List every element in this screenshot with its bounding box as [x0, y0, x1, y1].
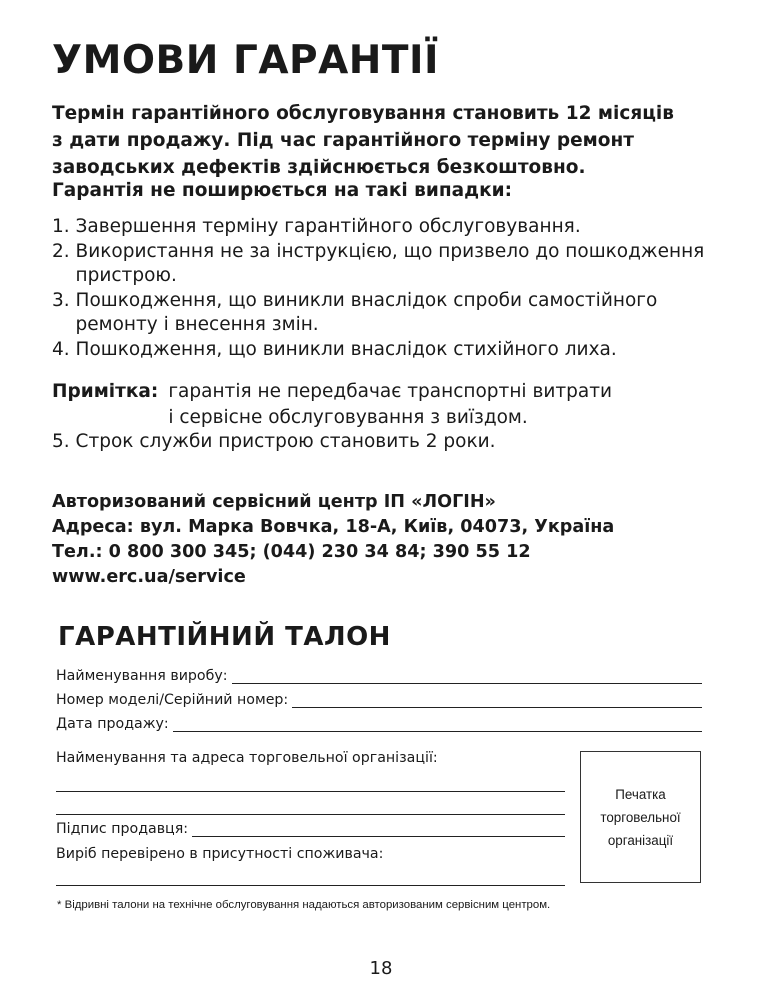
seller-signature-field[interactable] [56, 821, 565, 837]
service-center-name: Авторизований сервісний центр ІП «ЛОГІН» [52, 492, 496, 512]
warranty-title: УМОВИ ГАРАНТІЇ [52, 38, 440, 83]
product-name-line[interactable] [232, 671, 702, 684]
service-center-phones: Тел.: 0 800 300 345; (044) 230 34 84; 390 55 12 [52, 542, 531, 562]
exclusion-list [52, 215, 712, 362]
sale-date-label: Дата продажу: [56, 716, 169, 732]
exclusion-item: 3. Пошкодження, що виникли внаслідок спроби самостійного ремонту і внесення змін. [52, 289, 658, 335]
note [52, 379, 612, 431]
checked-label: Виріб перевірено в присутності споживача: [56, 846, 384, 862]
store-label: Найменування та адреса торговельної організації: [56, 750, 438, 766]
service-life: 5. Строк служби пристрою становить 2 роки. [52, 431, 496, 452]
exclusion-item: 4. Пошкодження, що виникли внаслідок стихійного лиха. [52, 338, 617, 360]
store-line[interactable] [56, 791, 565, 792]
service-center-website: www.erc.ua/service [52, 567, 246, 587]
model-serial-field[interactable] [56, 692, 702, 708]
service-center-address: Адреса: вул. Марка Вовчка, 18-А, Київ, 04073, Україна [52, 517, 615, 537]
exclusions-heading: Гарантія не поширюється на такі випадки: [52, 180, 512, 201]
seller-signature-label: Підпис продавця: [56, 821, 189, 837]
sale-date-field[interactable] [56, 716, 702, 732]
store-line[interactable] [56, 814, 565, 815]
product-name-label: Найменування виробу: [56, 668, 228, 684]
exclusion-item: 1. Завершення терміну гарантійного обслуговування. [52, 216, 581, 237]
footnote: * Відривні талони на технічне обслуговування надаються авторизованим сервісним центром. [57, 899, 551, 911]
exclusion-item: 2. Використання не за інструкцією, що призвело до пошкодження пристрою. [52, 240, 705, 286]
coupon-title: ГАРАНТІЙНИЙ ТАЛОН [58, 622, 391, 652]
warranty-intro: Термін гарантійного обслуговування становить 12 місяців з дати продажу. Під час гарантійного терміну ремонт заводських дефектів здійснюється безкоштовно. [52, 103, 674, 178]
consumer-signature-line[interactable] [56, 885, 565, 886]
stamp-label: Печатка торговельної організації [600, 786, 681, 848]
seller-signature-line[interactable] [192, 824, 565, 837]
model-serial-line[interactable] [292, 695, 702, 708]
note-text: гарантія не передбачає транспортні витрати і сервісне обслуговування з виїздом. [168, 381, 613, 428]
sale-date-line[interactable] [173, 719, 702, 732]
service-center-block [52, 490, 614, 590]
page-number: 18 [369, 958, 393, 979]
note-label: Примітка: [52, 381, 159, 402]
model-serial-label: Номер моделі/Серійний номер: [56, 692, 289, 708]
product-name-field[interactable] [56, 668, 702, 684]
stamp-box [580, 751, 701, 883]
